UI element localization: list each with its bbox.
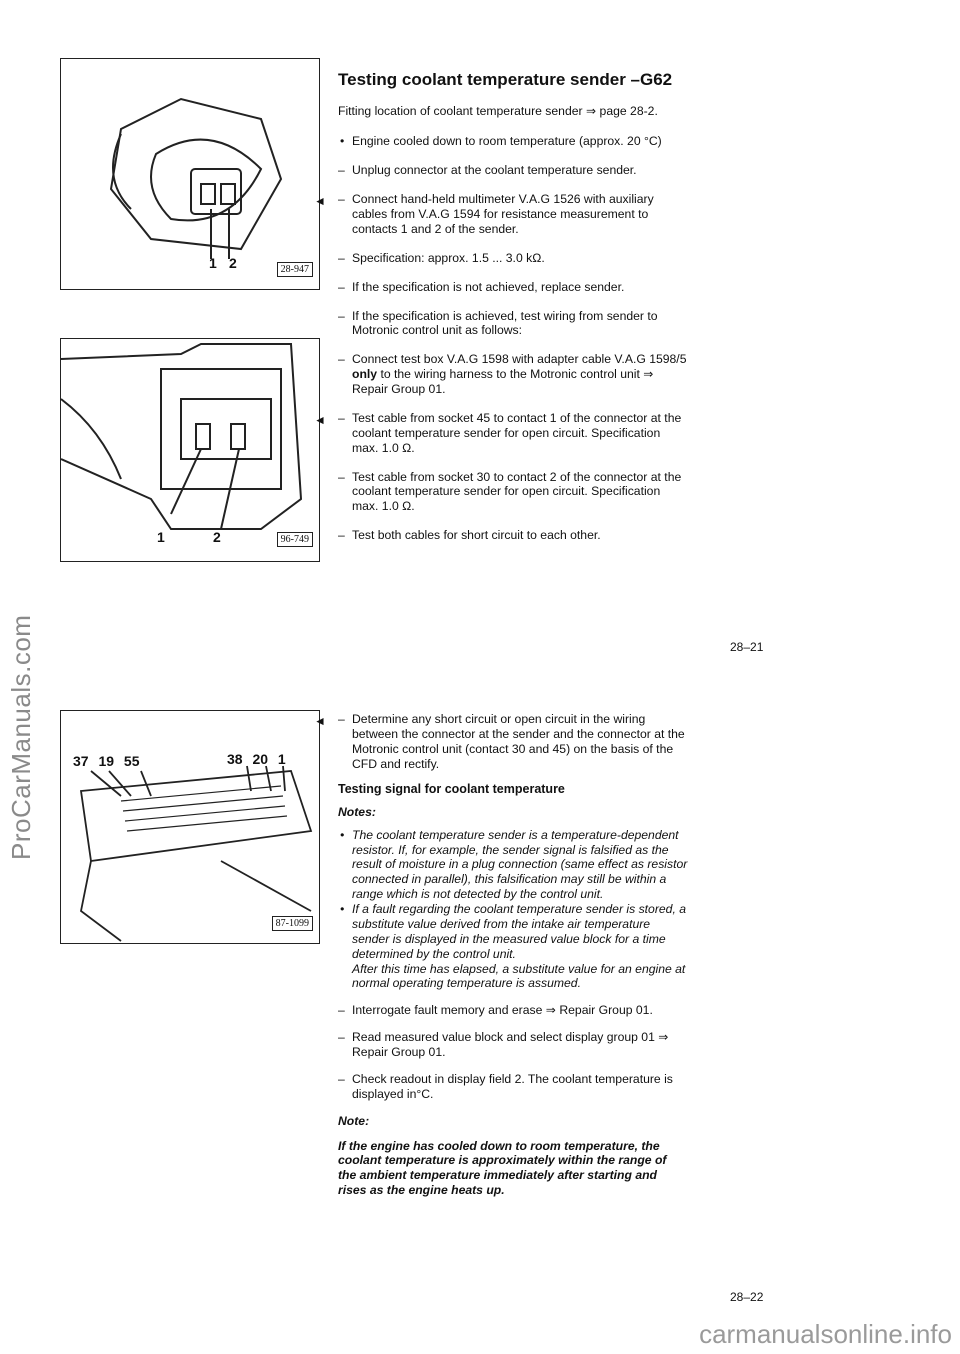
step-determine-circuit: [314, 712, 688, 772]
arrow-icon: – ◄: [314, 412, 326, 427]
note-2b: After this time has elapsed, a substitute value for an engine at normal operating temperature is assumed.: [352, 961, 686, 991]
step-replace-sender: – If the specification is not achieved, replace sender.: [338, 280, 688, 295]
section-1: [314, 70, 688, 543]
side-watermark: ProCarManuals.com: [6, 614, 36, 860]
step-specification: – Specification: approx. 1.5 ... 3.0 kΩ.: [338, 251, 688, 266]
figure-testbox: [60, 710, 320, 944]
step-connect-testbox: [338, 352, 688, 397]
step-check-readout: – Check readout in display field 2. The coolant temperature is displayed in°C.: [338, 1072, 688, 1102]
step-text: Test cable from socket 45 to contact 1 of the connector at the coolant temperature sender for open circuit. Specification max. 1.0 Ω.: [352, 410, 682, 455]
step-text-bold: only: [352, 367, 378, 382]
page-number-2: 28–22: [730, 1290, 764, 1304]
step-unplug: – Unplug connector at the coolant temperature sender.: [338, 163, 688, 178]
figure-code: 96-749: [277, 532, 313, 547]
figure-code: 87-1099: [272, 916, 313, 931]
step-text-b: to the wiring harness to the Motronic control unit ⇒ Repair Group 01.: [352, 367, 654, 397]
notes-label: Notes:: [338, 804, 376, 819]
pin-1-label: 1: [209, 255, 217, 271]
figure-connector: [60, 338, 320, 562]
pin-2-label: 2: [229, 255, 237, 271]
figure-code: 28-947: [277, 262, 313, 277]
section-title: Testing coolant temperature sender –G62: [338, 70, 673, 89]
note-final: If the engine has cooled down to room temperature, the coolant temperature is approximately within the range of the ambient temperature immediately after starting and rises as the engine heats up.: [338, 1138, 667, 1198]
subtitle-testing-signal: Testing signal for coolant temperature: [338, 781, 565, 796]
step-interrogate: – Interrogate fault memory and erase ⇒ Repair Group 01.: [338, 1003, 688, 1018]
arrow-icon: – ◄: [314, 194, 326, 209]
step-text: Determine any short circuit or open circuit in the wiring between the connector at the sender and the connector at the Motronic control unit (contact 30 and 45) on the basis of the CFD and rectify.: [352, 712, 685, 771]
step-read-value-block: – Read measured value block and select display group 01 ⇒ Repair Group 01.: [338, 1030, 688, 1060]
section-2: [314, 712, 688, 1198]
step-test-cable-30: – Test cable from socket 30 to contact 2 of the connector at the coolant temperature sender for open circuit. Specification max. 1.0 Ω.: [338, 470, 688, 515]
pins-left-label: 37 19 55: [73, 753, 140, 769]
step-test-cable-45: [314, 410, 688, 456]
note-2: • If a fault regarding the coolant temperature sender is stored, a substitute value derived from the intake air temperature sender is displayed in the measured value block for a time determined by the control unit.: [338, 902, 688, 962]
connector-illustration: [61, 339, 319, 561]
bottom-watermark: carmanualsonline.info: [699, 1319, 952, 1349]
arrow-icon: – ◄: [314, 714, 326, 728]
pin-1-label: 1: [157, 529, 165, 545]
sender-illustration: [61, 59, 319, 289]
step-connect-multimeter: [314, 192, 688, 237]
step-short-circuit: – Test both cables for short circuit to each other.: [338, 528, 688, 543]
figure-sender: [60, 58, 320, 290]
testbox-illustration: [61, 711, 319, 943]
pins-right-label: 38 20 1: [227, 751, 286, 767]
pin-2-label: 2: [213, 529, 221, 545]
note-label: Note:: [338, 1113, 370, 1128]
step-test-wiring: – If the specification is achieved, test wiring from sender to Motronic control unit as follows:: [338, 309, 688, 339]
intro-text: Fitting location of coolant temperature sender ⇒ page 28-2.: [338, 103, 658, 118]
bullet-engine-cooled: • Engine cooled down to room temperature (approx. 20 °C): [338, 134, 688, 149]
note-1: • The coolant temperature sender is a temperature-dependent resistor. If, for example, the sender signal is falsified as the result of moisture in a plug connection (same effect as resistor connected in parallel), this falsification may still be within a range which is not detected by the control unit.: [338, 828, 688, 902]
page-number-1: 28–21: [730, 640, 764, 654]
step-text: Connect hand-held multimeter V.A.G 1526 with auxiliary cables from V.A.G 1594 for resistance measurement to contacts 1 and 2 of the sender.: [352, 192, 654, 236]
step-text-a: Connect test box V.A.G 1598 with adapter cable V.A.G 1598/5: [352, 352, 687, 367]
